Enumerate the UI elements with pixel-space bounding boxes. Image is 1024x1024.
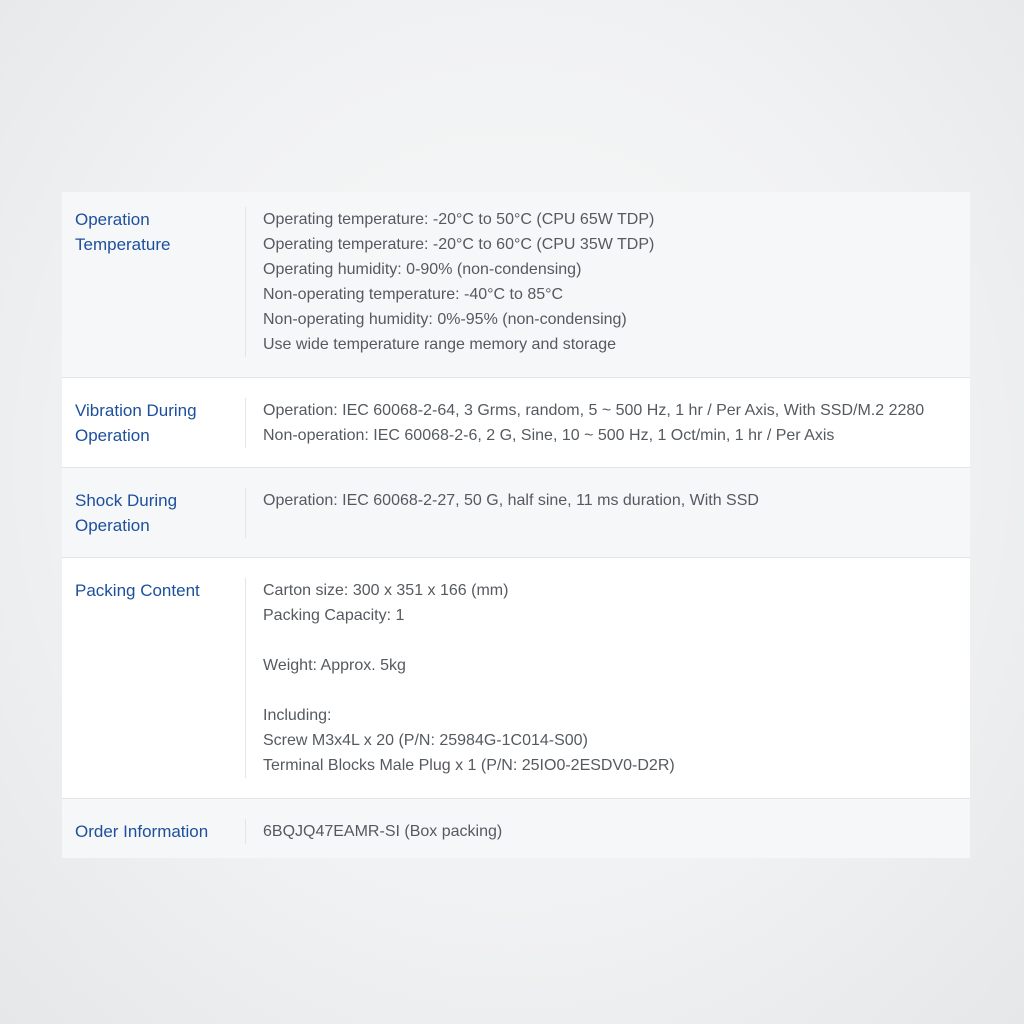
spec-values — [263, 488, 970, 538]
spec-value-line: Operation: IEC 60068-2-27, 50 G, half sine, 11 ms duration, With SSD — [263, 492, 759, 509]
spec-table — [62, 192, 970, 858]
spec-value-line: Screw M3x4L x 20 (P/N: 25984G-1C014-S00) — [263, 732, 588, 749]
spec-value-line: Weight: Approx. 5kg — [263, 657, 406, 674]
spec-label: Order Information — [75, 822, 209, 841]
spec-value-line: Packing Capacity: 1 — [263, 607, 405, 624]
spec-values — [263, 207, 970, 357]
spec-value-line: Including: — [263, 707, 332, 724]
spec-value-line: Terminal Blocks Male Plug x 1 (P/N: 25IO0-2ESDV0-D2R) — [263, 757, 675, 774]
spec-values — [263, 578, 970, 778]
spec-value-line: 6BQJQ47EAMR-SI (Box packing) — [263, 823, 503, 840]
spec-value-line: Operating temperature: -20°C to 50°C (CPU 65W TDP) — [263, 211, 655, 228]
divider — [245, 207, 246, 357]
spec-value-line: Use wide temperature range memory and storage — [263, 336, 617, 353]
spec-value-line — [263, 678, 970, 703]
spec-values — [263, 398, 970, 448]
spec-row-operation-temperature — [62, 192, 970, 378]
spec-value-line: Operation: IEC 60068-2-64, 3 Grms, random, 5 ~ 500 Hz, 1 hr / Per Axis, With SSD/M.2 2280 — [263, 402, 925, 419]
divider — [245, 819, 246, 844]
spec-label: Operation Temperature — [75, 210, 171, 254]
spec-label: Vibration During Operation — [75, 401, 197, 445]
spec-value-line — [263, 628, 970, 653]
spec-row-packing-content — [62, 558, 970, 799]
spec-value-line: Operating humidity: 0-90% (non-condensing) — [263, 261, 582, 278]
divider — [245, 578, 246, 778]
spec-label: Shock During Operation — [75, 491, 178, 535]
spec-row-vibration — [62, 378, 970, 468]
spec-row-shock — [62, 468, 970, 558]
spec-values — [263, 819, 970, 844]
spec-label: Packing Content — [75, 581, 200, 600]
spec-value-line: Non-operation: IEC 60068-2-6, 2 G, Sine, 10 ~ 500 Hz, 1 Oct/min, 1 hr / Per Axis — [263, 427, 835, 444]
spec-row-order-information — [62, 799, 970, 858]
spec-value-line: Carton size: 300 x 351 x 166 (mm) — [263, 582, 509, 599]
divider — [245, 398, 246, 448]
spec-value-line: Non-operating temperature: -40°C to 85°C — [263, 286, 564, 303]
spec-value-line: Non-operating humidity: 0%-95% (non-condensing) — [263, 311, 627, 328]
spec-value-line: Operating temperature: -20°C to 60°C (CPU 35W TDP) — [263, 236, 655, 253]
divider — [245, 488, 246, 538]
